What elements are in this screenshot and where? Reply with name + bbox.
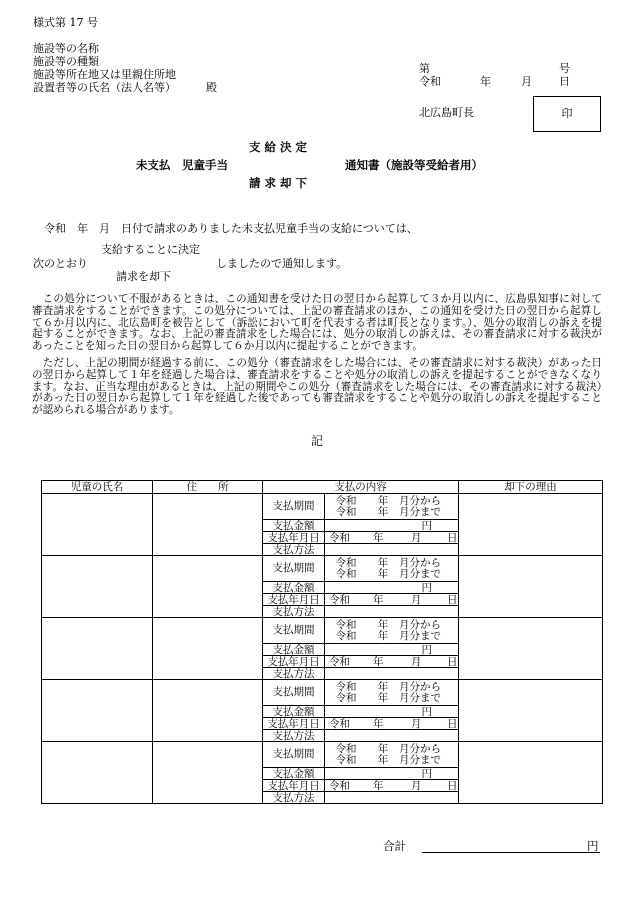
period-to-year: 年: [377, 753, 389, 766]
table-row: [42, 494, 603, 520]
address-cell[interactable]: [153, 742, 263, 804]
period-from-month: 月分から: [399, 681, 441, 693]
header-child-name: 児童の氏名: [42, 481, 153, 494]
address-cell[interactable]: [153, 556, 263, 618]
method-value[interactable]: [325, 606, 459, 618]
amount-label: 支払金額: [263, 582, 325, 594]
reason-cell[interactable]: [459, 742, 603, 804]
amount-label: 支払金額: [263, 644, 325, 656]
date-label: 支払年月日: [263, 780, 325, 792]
amount-value[interactable]: [325, 644, 459, 656]
date-month: 月: [411, 531, 422, 544]
period-to-year: 年: [377, 691, 389, 704]
decision-tail: しましたので通知します。: [216, 257, 348, 270]
date-era: 令和: [329, 531, 350, 544]
period-label: 支払期間: [263, 556, 325, 582]
total-amount-field[interactable]: [422, 852, 600, 853]
period-from-month: 月分から: [399, 743, 441, 755]
method-value[interactable]: [325, 792, 459, 804]
date-year: 年: [373, 779, 384, 792]
period-label: 支払期間: [263, 742, 325, 768]
date-day: 日: [447, 531, 458, 544]
period-to-month: 月分まで: [399, 505, 441, 518]
period-value[interactable]: [325, 742, 459, 768]
date-label: 支払年月日: [263, 718, 325, 730]
facility-name-label: 施設等の名称: [33, 42, 99, 55]
period-to-era: 令和: [335, 629, 357, 642]
period-label: 支払期間: [263, 494, 325, 520]
date-label: 支払年月日: [263, 656, 325, 668]
address-cell[interactable]: [153, 680, 263, 742]
period-from-month: 月分から: [399, 619, 441, 631]
period-from-year: 年: [377, 557, 389, 569]
form-number: 様式第 17 号: [33, 16, 98, 29]
yen-unit: 円: [421, 767, 432, 780]
period-value[interactable]: [325, 680, 459, 706]
method-value[interactable]: [325, 544, 459, 556]
reason-cell[interactable]: [459, 680, 603, 742]
ref-year: 年: [480, 75, 491, 88]
method-label: 支払方法: [263, 606, 325, 618]
date-value[interactable]: [325, 532, 459, 544]
amount-value[interactable]: [325, 520, 459, 532]
date-era: 令和: [329, 655, 350, 668]
period-from-month: 月分から: [399, 557, 441, 569]
date-day: 日: [447, 717, 458, 730]
date-month: 月: [411, 655, 422, 668]
date-month: 月: [411, 779, 422, 792]
date-month: 月: [411, 717, 422, 730]
period-to-year: 年: [377, 629, 389, 642]
period-to-year: 年: [377, 505, 389, 518]
date-value[interactable]: [325, 718, 459, 730]
method-value[interactable]: [325, 668, 459, 680]
child-name-cell[interactable]: [42, 742, 153, 804]
period-to-era: 令和: [335, 567, 357, 580]
ref-month: 月: [521, 75, 532, 88]
ki-heading: 記: [311, 434, 324, 448]
period-to-month: 月分まで: [399, 629, 441, 642]
decision-lead: 次のとおり: [33, 257, 88, 270]
operator-name-label: 設置者等の氏名（法人名等）: [33, 81, 176, 94]
date-era: 令和: [329, 593, 350, 606]
date-era: 令和: [329, 717, 350, 730]
header-address: 住 所: [153, 481, 263, 494]
period-to-era: 令和: [335, 691, 357, 704]
address-cell[interactable]: [153, 618, 263, 680]
period-to-era: 令和: [335, 505, 357, 518]
reason-cell[interactable]: [459, 618, 603, 680]
period-from-year: 年: [377, 743, 389, 755]
ref-no-suffix: 号: [559, 62, 570, 75]
period-to-month: 月分まで: [399, 753, 441, 766]
period-from-year: 年: [377, 619, 389, 631]
date-label: 支払年月日: [263, 594, 325, 606]
period-label: 支払期間: [263, 680, 325, 706]
period-from-month: 月分から: [399, 495, 441, 507]
facility-type-label: 施設等の種類: [33, 55, 99, 68]
period-from-year: 年: [377, 495, 389, 507]
amount-value[interactable]: [325, 582, 459, 594]
period-to-year: 年: [377, 567, 389, 580]
yen-unit: 円: [421, 643, 432, 656]
period-value[interactable]: [325, 556, 459, 582]
date-year: 年: [373, 717, 384, 730]
ref-day: 日: [559, 75, 570, 88]
period-from-era: 令和: [335, 557, 357, 569]
child-name-cell[interactable]: [42, 618, 153, 680]
method-label: 支払方法: [263, 730, 325, 742]
reason-cell[interactable]: [459, 556, 603, 618]
period-from-era: 令和: [335, 681, 357, 693]
method-label: 支払方法: [263, 544, 325, 556]
date-value[interactable]: [325, 594, 459, 606]
period-from-year: 年: [377, 681, 389, 693]
decision-option-reject: 請求を却下: [116, 270, 171, 283]
decision-option-pay: 支給することに決定: [101, 243, 200, 256]
header-content: 支払の内容: [263, 481, 459, 494]
method-label: 支払方法: [263, 668, 325, 680]
date-day: 日: [447, 593, 458, 606]
appeal-paragraph-2: ただし、上記の期間が経過する前に、この処分（審査請求をした場合には、その審査請求に対する裁決）があった日の翌日から起算して１年を経過した場合は、審査請求をすることや処分の取消しの訴えを提起することができなくなります。なお、正当な理由があるときは、上記の期間やこの処分（審査請求をした場合には、その審査請求に対する裁決）があった日の翌日から起算して１年を経過した後であっても審査請求をすることや処分の取消しの訴えを提起することが認められる場合があります。: [32, 357, 602, 417]
date-year: 年: [373, 655, 384, 668]
period-value[interactable]: [325, 494, 459, 520]
facility-address-label: 施設等所在地又は里親住所地: [33, 68, 176, 81]
table-header-row: [42, 481, 603, 494]
method-value[interactable]: [325, 730, 459, 742]
amount-label: 支払金額: [263, 706, 325, 718]
appeal-paragraph-1: この処分について不服があるときは、この通知書を受けた日の翌日から起算して３か月以内に、広島県知事に対して審査請求をすることができます。この処分については、上記の審査請求のほか、この通知を受けた日の翌日から起算して６か月以内に、北広島町を被告として（訴訟において町を代表する者は町長となります。）、処分の取消しの訴えを提起することができます。なお、上記の審査請求をした場合には、処分の取消しの訴えは、その審査請求に対する裁決があったことを知った日の翌日から起算して６か月以内に提起することができます。: [32, 293, 602, 353]
yen-unit: 円: [421, 581, 432, 594]
honorific: 殿: [206, 81, 217, 94]
total-unit: 円: [587, 839, 599, 853]
date-label: 支払年月日: [263, 532, 325, 544]
date-era: 令和: [329, 779, 350, 792]
amount-value[interactable]: [325, 706, 459, 718]
date-day: 日: [447, 779, 458, 792]
ref-no-label: 第: [419, 62, 430, 75]
yen-unit: 円: [421, 519, 432, 532]
date-day: 日: [447, 655, 458, 668]
table-row: [42, 556, 603, 582]
date-month: 月: [411, 593, 422, 606]
header-reason: 却下の理由: [459, 481, 603, 494]
table-row: [42, 618, 603, 644]
intro-text: 令和 年 月 日付で請求のありました未支払児童手当の支給については、: [44, 222, 418, 235]
period-label: 支払期間: [263, 618, 325, 644]
date-value[interactable]: [325, 656, 459, 668]
title-right: 通知書（施設等受給者用）: [345, 158, 483, 172]
total-label: 合計: [383, 839, 406, 853]
payment-table: [41, 480, 603, 804]
seal-box: [533, 96, 601, 132]
title-option-decision: 支 給 決 定: [249, 140, 308, 154]
table-row: [42, 680, 603, 706]
period-from-era: 令和: [335, 743, 357, 755]
amount-label: 支払金額: [263, 768, 325, 780]
date-value[interactable]: [325, 780, 459, 792]
seal-text: 印: [561, 106, 573, 120]
address-cell[interactable]: [153, 494, 263, 556]
child-name-cell[interactable]: [42, 556, 153, 618]
amount-label: 支払金額: [263, 520, 325, 532]
method-label: 支払方法: [263, 792, 325, 804]
amount-value[interactable]: [325, 768, 459, 780]
title-option-reject: 請 求 却 下: [249, 176, 308, 190]
period-to-era: 令和: [335, 753, 357, 766]
period-to-month: 月分まで: [399, 691, 441, 704]
reason-cell[interactable]: [459, 494, 603, 556]
child-name-cell[interactable]: [42, 494, 153, 556]
title-left: 未支払 児童手当: [136, 158, 228, 172]
period-to-month: 月分まで: [399, 567, 441, 580]
period-from-era: 令和: [335, 619, 357, 631]
date-year: 年: [373, 531, 384, 544]
yen-unit: 円: [421, 705, 432, 718]
period-value[interactable]: [325, 618, 459, 644]
date-year: 年: [373, 593, 384, 606]
ref-era: 令和: [419, 75, 441, 88]
addressee-block: [33, 42, 217, 94]
issuer: 北広島町長: [419, 106, 474, 119]
table-row: [42, 742, 603, 768]
period-from-era: 令和: [335, 495, 357, 507]
child-name-cell[interactable]: [42, 680, 153, 742]
